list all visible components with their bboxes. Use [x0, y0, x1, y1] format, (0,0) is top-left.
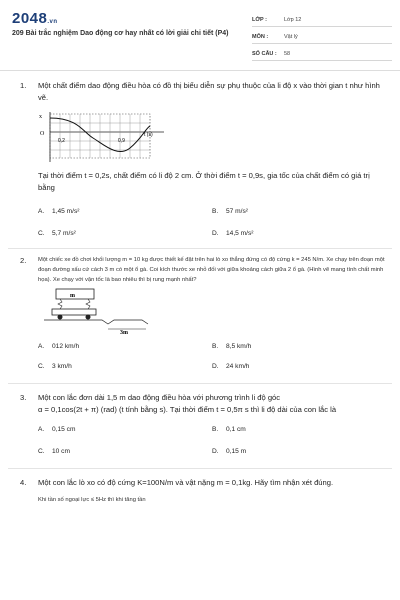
question-2	[0, 255, 400, 335]
option-a[interactable]	[38, 426, 75, 433]
question-separator	[8, 248, 392, 249]
bumpy-road	[44, 320, 148, 324]
meta-value: 58	[284, 50, 291, 57]
option-text: 0,1 cm	[226, 426, 246, 433]
options-2	[38, 335, 400, 377]
question-text-2: Tại thời điểm t = 0,2s, chất điểm có li độ 2 cm. Ở thời điểm t = 0,9s, gia tốc của chất điểm có giá trị bằng	[38, 171, 370, 192]
question-number: 3.	[20, 393, 27, 402]
graph-tick-2: 0,9	[118, 138, 125, 144]
meta-row-subject	[252, 30, 392, 44]
option-letter: A.	[38, 208, 45, 215]
option-a[interactable]	[38, 343, 79, 350]
option-letter: A.	[38, 343, 45, 350]
option-c[interactable]	[38, 230, 76, 237]
option-letter: B.	[212, 343, 219, 350]
option-text: 012 km/h	[52, 343, 80, 350]
option-d[interactable]	[212, 230, 253, 237]
option-letter: B.	[212, 426, 219, 433]
question-list	[0, 80, 400, 505]
option-b[interactable]	[212, 208, 248, 215]
option-letter: C.	[38, 448, 45, 455]
options-3	[38, 416, 400, 462]
option-letter: A.	[38, 426, 45, 433]
meta-key: SỐ CÂU :	[252, 50, 277, 57]
question-3	[0, 392, 400, 416]
displacement-time-graph	[38, 110, 168, 164]
springs	[58, 299, 90, 309]
question-separator	[8, 383, 392, 384]
option-text: 3 km/h	[52, 363, 72, 370]
option-letter: D.	[212, 363, 219, 370]
meta-row-class	[252, 13, 392, 27]
logo-suffix: .vn	[47, 19, 58, 25]
meta-panel	[252, 13, 392, 64]
option-text: 0,15 cm	[52, 426, 76, 433]
option-text: 8,5 km/h	[226, 343, 252, 350]
question-4	[0, 477, 400, 505]
graph-origin: O	[40, 131, 45, 137]
question-text: Một chất điểm dao động điều hòa có đồ thị biểu diễn sự phụ thuộc của li độ x vào thời gian t như hình vẽ.	[38, 81, 380, 102]
mass-label: m	[70, 293, 75, 299]
option-letter: C.	[38, 230, 45, 237]
question-text: Một chiếc xe đồ chơi khối lượng m = 10 kg được thiết kế đặt trên hai lò xo thẳng đứng có độ cứng k = 245 N/m. Xe chạy trên đoạn một đoạn đường xấu cứ cách 3 m có một ổ gà. Coi kích thước xe nhỏ đối với giữa khoảng cách giữa 2 ổ gà. (Hình vẽ mang tính chất minh họa). Xe chạy với vận tốc là bao nhiêu thì bị rung mạnh nhất?	[38, 257, 385, 283]
car-base	[52, 309, 96, 315]
option-text: 5,7 m/s²	[52, 230, 76, 237]
question-number: 4.	[20, 478, 27, 487]
header-divider	[0, 70, 400, 71]
question-text: Một con lắc đơn dài 1,5 m dao động điều hòa với phương trình li độ góc	[38, 393, 281, 402]
meta-value: Lớp 12	[284, 16, 302, 23]
option-d[interactable]	[212, 363, 249, 370]
meta-value: Vật lý	[284, 33, 298, 40]
options-1	[38, 194, 400, 248]
option-text: 0,15 m	[226, 448, 247, 455]
option-letter: D.	[212, 230, 219, 237]
option-text: 1,45 m/s²	[52, 208, 80, 215]
logo-text: 2048	[12, 10, 48, 27]
question-1	[0, 80, 400, 194]
option-text: 57 m/s²	[226, 208, 248, 215]
option-letter: B.	[212, 208, 219, 215]
partial-option-text: Khi tần số ngoại lực ≤ 5Hz thì khi tăng tần	[38, 497, 146, 503]
question-number: 1.	[20, 81, 27, 90]
distance-label: 3m	[120, 330, 128, 335]
option-a[interactable]	[38, 208, 79, 215]
question-text: Một con lắc lò xo có độ cứng K=100N/m và vật nặng m = 0,1kg. Hãy tìm nhận xét đúng.	[38, 478, 334, 487]
wheel-icon	[58, 315, 63, 320]
option-b[interactable]	[212, 426, 246, 433]
car-figure	[42, 287, 152, 335]
graph-t-label: t (s)	[144, 132, 153, 138]
graph-y-label: x	[39, 114, 42, 120]
option-text: 24 km/h	[226, 363, 250, 370]
meta-row-count	[252, 47, 392, 61]
question-number: 2.	[20, 256, 27, 265]
meta-key: MÔN :	[252, 33, 269, 40]
document-title: 209 Bài trắc nghiệm Dao động cơ hay nhất có lời giải chi tiết (P4)	[12, 30, 229, 37]
meta-key: LỚP :	[252, 16, 267, 23]
option-c[interactable]	[38, 363, 72, 370]
graph-tick-1: 0,2	[58, 138, 65, 144]
option-text: 10 cm	[52, 448, 70, 455]
option-c[interactable]	[38, 448, 70, 455]
option-b[interactable]	[212, 343, 251, 350]
option-letter: D.	[212, 448, 219, 455]
graph-grid	[50, 114, 150, 158]
question-equation: α = 0,1cos(2t + π) (rad) (t tính bằng s). Tại thời điểm t = 0,5π s thì li độ dài của con lắc là	[38, 405, 337, 414]
question-separator	[8, 468, 392, 469]
header	[0, 0, 400, 62]
option-text: 14,5 m/s²	[226, 230, 254, 237]
site-logo[interactable]	[12, 10, 58, 27]
option-d[interactable]	[212, 448, 246, 455]
mass-box	[56, 289, 94, 299]
option-letter: C.	[38, 363, 45, 370]
wheel-icon	[86, 315, 91, 320]
